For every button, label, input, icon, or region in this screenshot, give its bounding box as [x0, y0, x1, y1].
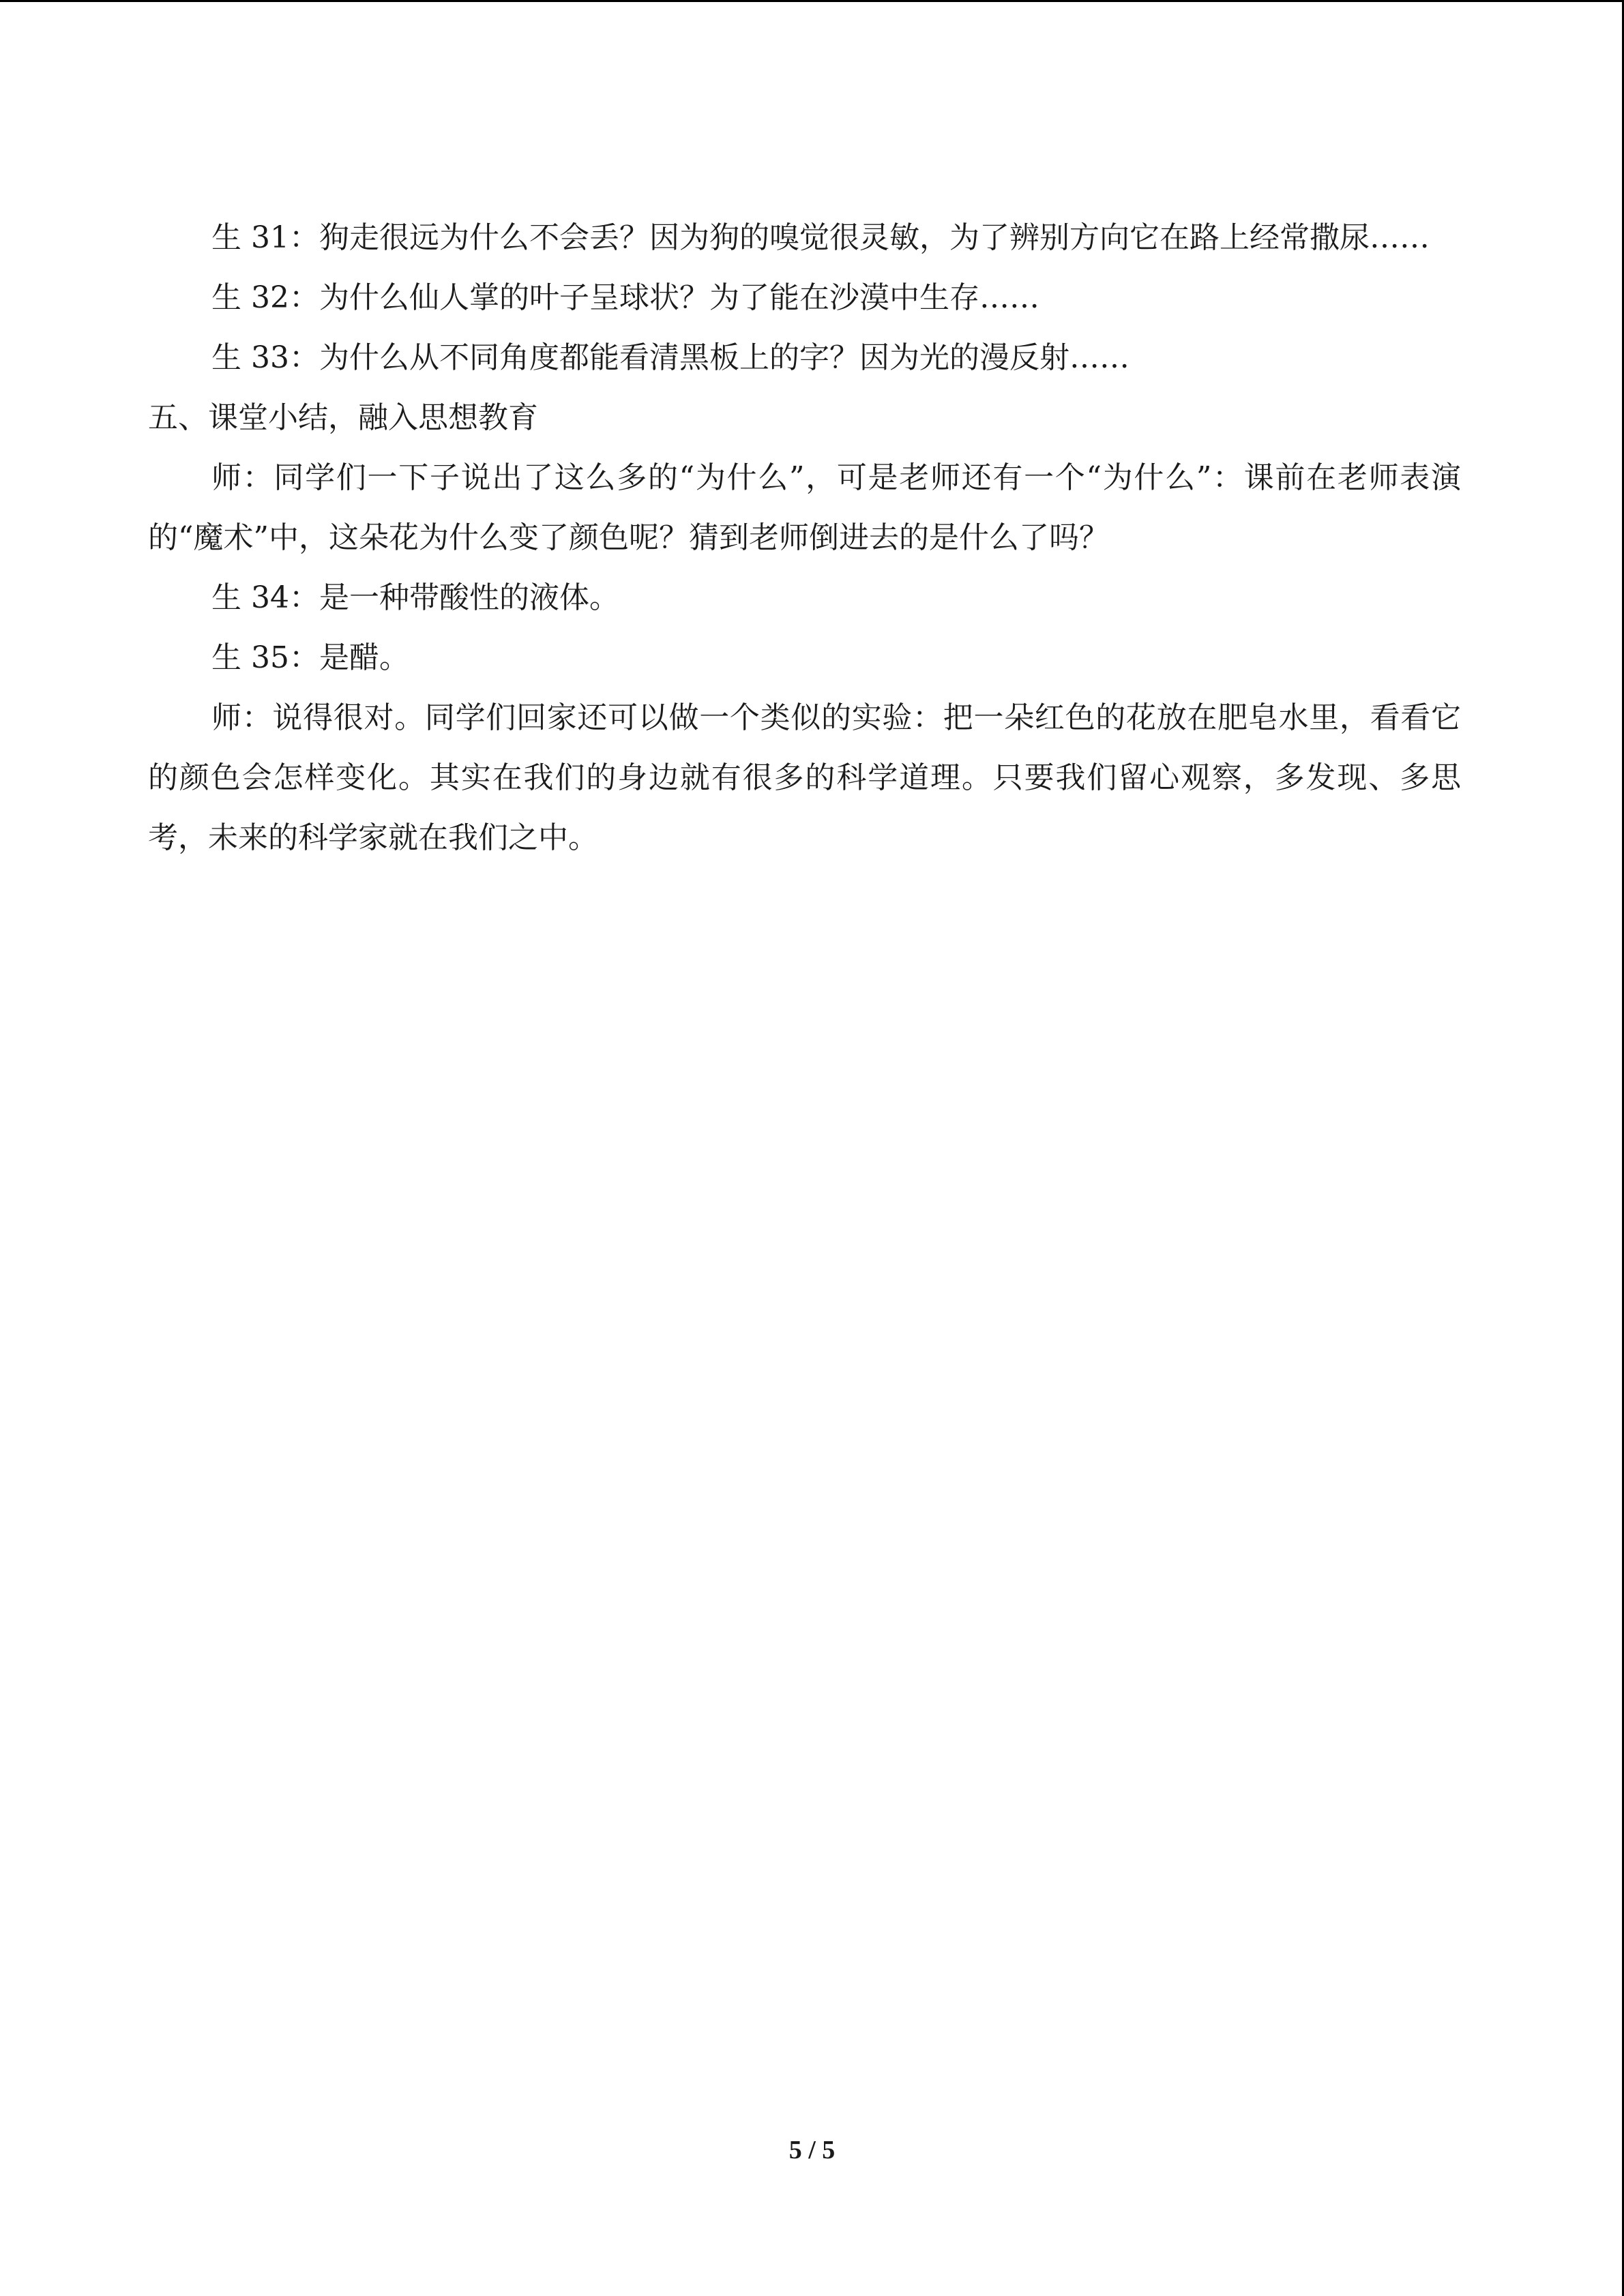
paragraph-student-34: 生 34：是一种带酸性的液体。 — [211, 580, 619, 615]
paragraph-student-32: 生 32：为什么仙人掌的叶子呈球状？为了能在沙漠中生存…… — [211, 280, 1039, 315]
page-number: 5 / 5 — [788, 2136, 836, 2164]
paragraph-teacher-question: 师：同学们一下子说出了这么多的“为什么”，可是老师还有一个“为什么”：课前在老师表演的“魔术”中，这朵花为什么变了颜色呢？猜到老师倒进去的是什么了吗？ — [148, 460, 1461, 555]
document-body — [148, 208, 1461, 868]
paragraph-student-33: 生 33：为什么从不同角度都能看清黑板上的字？因为光的漫反射…… — [211, 340, 1130, 375]
section-heading-summary: 五、课堂小结，融入思想教育 — [148, 400, 538, 435]
paragraph-student-31: 生 31：狗走很远为什么不会丢？因为狗的嗅觉很灵敏，为了辨别方向它在路上经常撒尿…… — [211, 220, 1430, 255]
paragraph-student-35: 生 35：是醋。 — [211, 640, 409, 675]
paragraph-teacher-conclusion: 师：说得很对。同学们回家还可以做一个类似的实验：把一朵红色的花放在肥皂水里，看看它的颜色会怎样变化。其实在我们的身边就有很多的科学道理。只要我们留心观察，多发现、多思考，未来的科学家就在我们之中。 — [148, 700, 1461, 855]
